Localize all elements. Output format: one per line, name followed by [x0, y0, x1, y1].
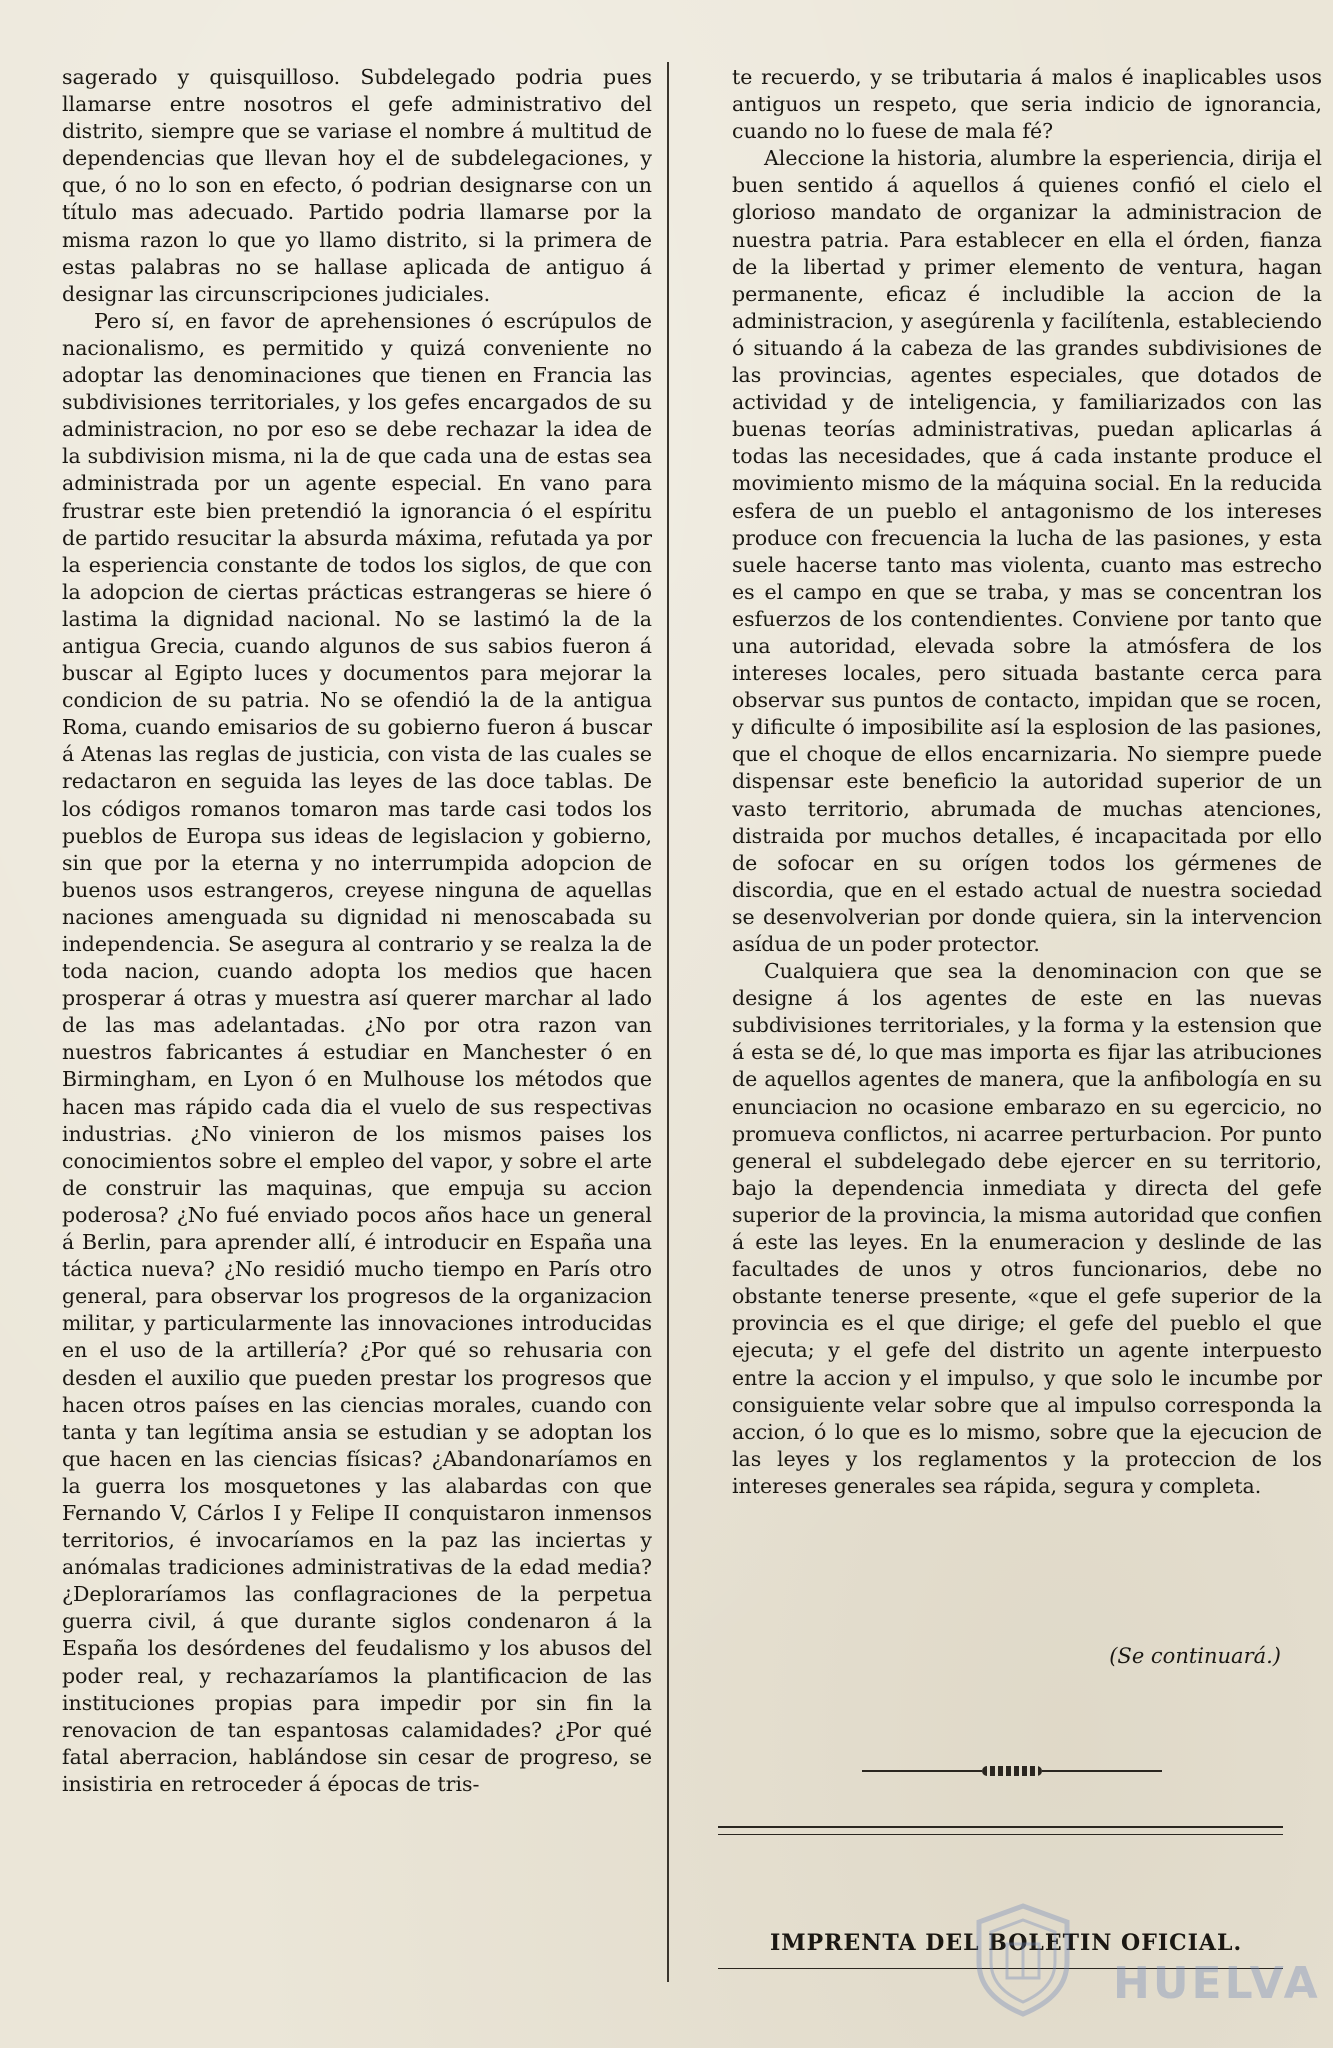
archive-watermark — [963, 1890, 1321, 2030]
continuation-note: (Se continuará.) — [1109, 1644, 1281, 1668]
coat-of-arms-icon — [963, 1900, 1083, 2020]
column-divider — [667, 62, 669, 1982]
ornament-divider — [862, 1766, 1162, 1776]
ornament-line-left — [862, 1770, 982, 1772]
left-column — [62, 64, 652, 1970]
ornament-line-right — [1042, 1770, 1162, 1772]
paragraph-left-2: Pero sí, en favor de aprehensiones ó escrúpulos de nacionalismo, es permitido y quizá conveniente no adoptar las denominaciones que tienen en Francia las subdivisiones territoriales, y los gefes encargados de su administracion, no por eso se debe rechazar la idea de la subdivision misma, ni la de que cada una de estas sea administrada por un agente especial. En vano para frustrar este bien pretendió la ignorancia ó el espíritu de partido resucitar la absurda máxima, refutada ya por la esperiencia constante de todos los siglos, de que con la adopcion de ciertas prácticas estrangeras se hiere ó lastima la dignidad nacional. No se lastimó la de la antigua Grecia, cuando algunos de sus sabios fueron á buscar al Egipto luces y documentos para mejorar la condicion de su patria. No se ofendió la de la antigua Roma, cuando emisarios de su gobierno fueron á buscar á Atenas las reglas de justicia, con vista de las cuales se redactaron en seguida las leyes de las doce tablas. De los códigos romanos tomaron mas tarde casi todos los pueblos de Europa sus ideas de legislacion y gobierno, sin que por la eterna y no interrumpida adopcion de buenos usos estrangeros, creyese ninguna de aquellas naciones amenguada su dignidad ni menoscabada su independencia. Se asegura al contrario y se realza la de toda nacion, cuando adopta los medios que hacen prosperar á otras y muestra así querer marchar al lado de las mas adelantadas. ¿No por otra razon van nuestros fabricantes á estudiar en Manchester ó en Birmingham, en Lyon ó en Mulhouse los métodos que hacen mas rápido cada dia el vuelo de sus respectivas industrias. ¿No vinieron de los mismos paises los conocimientos sobre el empleo del vapor, y sobre el arte de construir las maquinas, que empuja su accion poderosa? ¿No fué enviado pocos años hace un general á Berlin, para aprender allí, é introducir en España una táctica nueva? ¿No residió mucho tiempo en París otro general, para observar los progresos de la organizacion militar, y particularmente las innovaciones introducidas en el uso de la artillería? ¿Por qué so rehusaria con desden el auxilio que pueden prestar los progresos que hacen otros países en las ciencias morales, cuando con tanta y tan legítima ansia se estudian y se adoptan los que hacen en las ciencias físicas? ¿Abandonaríamos en la guerra los mosquetones y las alabardas con que Fernando V, Cárlos I y Felipe II conquistaron inmensos territorios, é invocaríamos en la paz las inciertas y anómalas tradiciones administrativas de la edad media? ¿Deploraríamos las conflagraciones de la perpetua guerra civil, á que durante siglos condenaron á la España los desórdenes del feudalismo y los abusos del poder real, y rechazaríamos la plantificacion de las instituciones propias para impedir por sin fin la renovacion de tan espantosas calamidades? ¿Por qué fatal aberracion, hablándose sin cesar de progreso, se insistiria en retroceder á épocas de tris- — [62, 308, 652, 1796]
printer-imprint: IMPRENTA DEL BOLETIN OFICIAL. — [770, 1930, 1243, 1956]
right-column — [732, 64, 1322, 1664]
watermark-text: HUELVA — [1113, 1958, 1321, 2009]
paragraph-left-1: sagerado y quisquilloso. Subdelegado podria pues llamarse entre nosotros el gefe administrativo del distrito, siempre que se variase el nombre á multitud de dependencias que llevan hoy el de subdelegaciones, y que, ó no lo son en efecto, ó podrian designarse con un título mas adecuado. Partido podria llamarse por la misma razon lo que yo llamo distrito, si la primera de estas palabras no se hallase aplicada de antiguo á designar las circunscripciones judiciales. — [62, 65, 652, 306]
paragraph-right-2: Aleccione la historia, alumbre la esperiencia, dirija el buen sentido á aquellos á quienes confió el cielo el glorioso mandato de organizar la administracion de nuestra patria. Para establecer en ella el órden, fianza de la libertad y primer elemento de ventura, hagan permanente, eficaz é includible la accion de la administracion, y asegúrenla y facilítenla, estableciendo ó situando á la cabeza de las grandes subdivisiones de las provincias, agentes especiales, que dotados de actividad y de inteligencia, y familiarizados con las buenas teorías administrativas, puedan aplicarlas á todas las necesidades, que á cada instante produce el movimiento mismo de la máquina social. En la reducida esfera de un pueblo el antagonismo de los intereses produce con frecuencia la lucha de las pasiones, y esta suele hacerse tanto mas violenta, cuanto mas estrecho es el campo en que se traba, y mas se concentran los esfuerzos de los contendientes. Conviene por tanto que una autoridad, elevada sobre la atmósfera de los intereses locales, pero situada bastante cerca para observar sus puntos de contacto, impidan que se rocen, y dificulte ó imposibilite así la esplosion de las pasiones, que el choque de ellos encarnizaria. No siempre puede dispensar este beneficio la autoridad superior de un vasto territorio, abrumada de muchas atenciones, distraida por muchos detalles, é incapacitada por ello de sofocar en su orígen todos los gérmenes de discordia, que en el estado actual de nuestra sociedad se desenvolverian por donde quiera, sin la intervencion asídua de un poder protector. — [732, 146, 1322, 956]
ornament-beads — [982, 1766, 1042, 1776]
footer-double-rule — [718, 1826, 1283, 1835]
paragraph-right-3: Cualquiera que sea la denominacion con que se designe á los agentes de este en las nuevas subdivisiones territoriales, y la forma y la estension que á esta se dé, lo que mas importa es fijar las atribuciones de aquellos agentes de manera, que la anfibología en su enunciacion no ocasione embarazo en su egercicio, no promueva conflictos, ni acarree perturbacion. Por punto general el subdelegado debe ejercer en su territorio, bajo la dependencia inmediata y directa del gefe superior de la provincia, la misma autoridad que confien á este las leyes. En la enumeracion y deslinde de las facultades de unos y otros funcionarios, debe no obstante tenerse presente, «que el gefe superior de la provincia es el que dirige; el gefe del pueblo el que ejecuta; y el gefe del distrito un agente interpuesto entre la accion y el impulso, y que solo le incumbe por consiguiente velar sobre que al impulso corresponda la accion, ó lo que es lo mismo, sobre que la ejecucion de las leyes y los reglamentos y la proteccion de los intereses generales sea rápida, segura y completa. — [732, 959, 1322, 1498]
paragraph-right-1: te recuerdo, y se tributaria á malos é inaplicables usos antiguos un respeto, que seria indicio de ignorancia, cuando no lo fuese de mala fé? — [732, 65, 1322, 144]
